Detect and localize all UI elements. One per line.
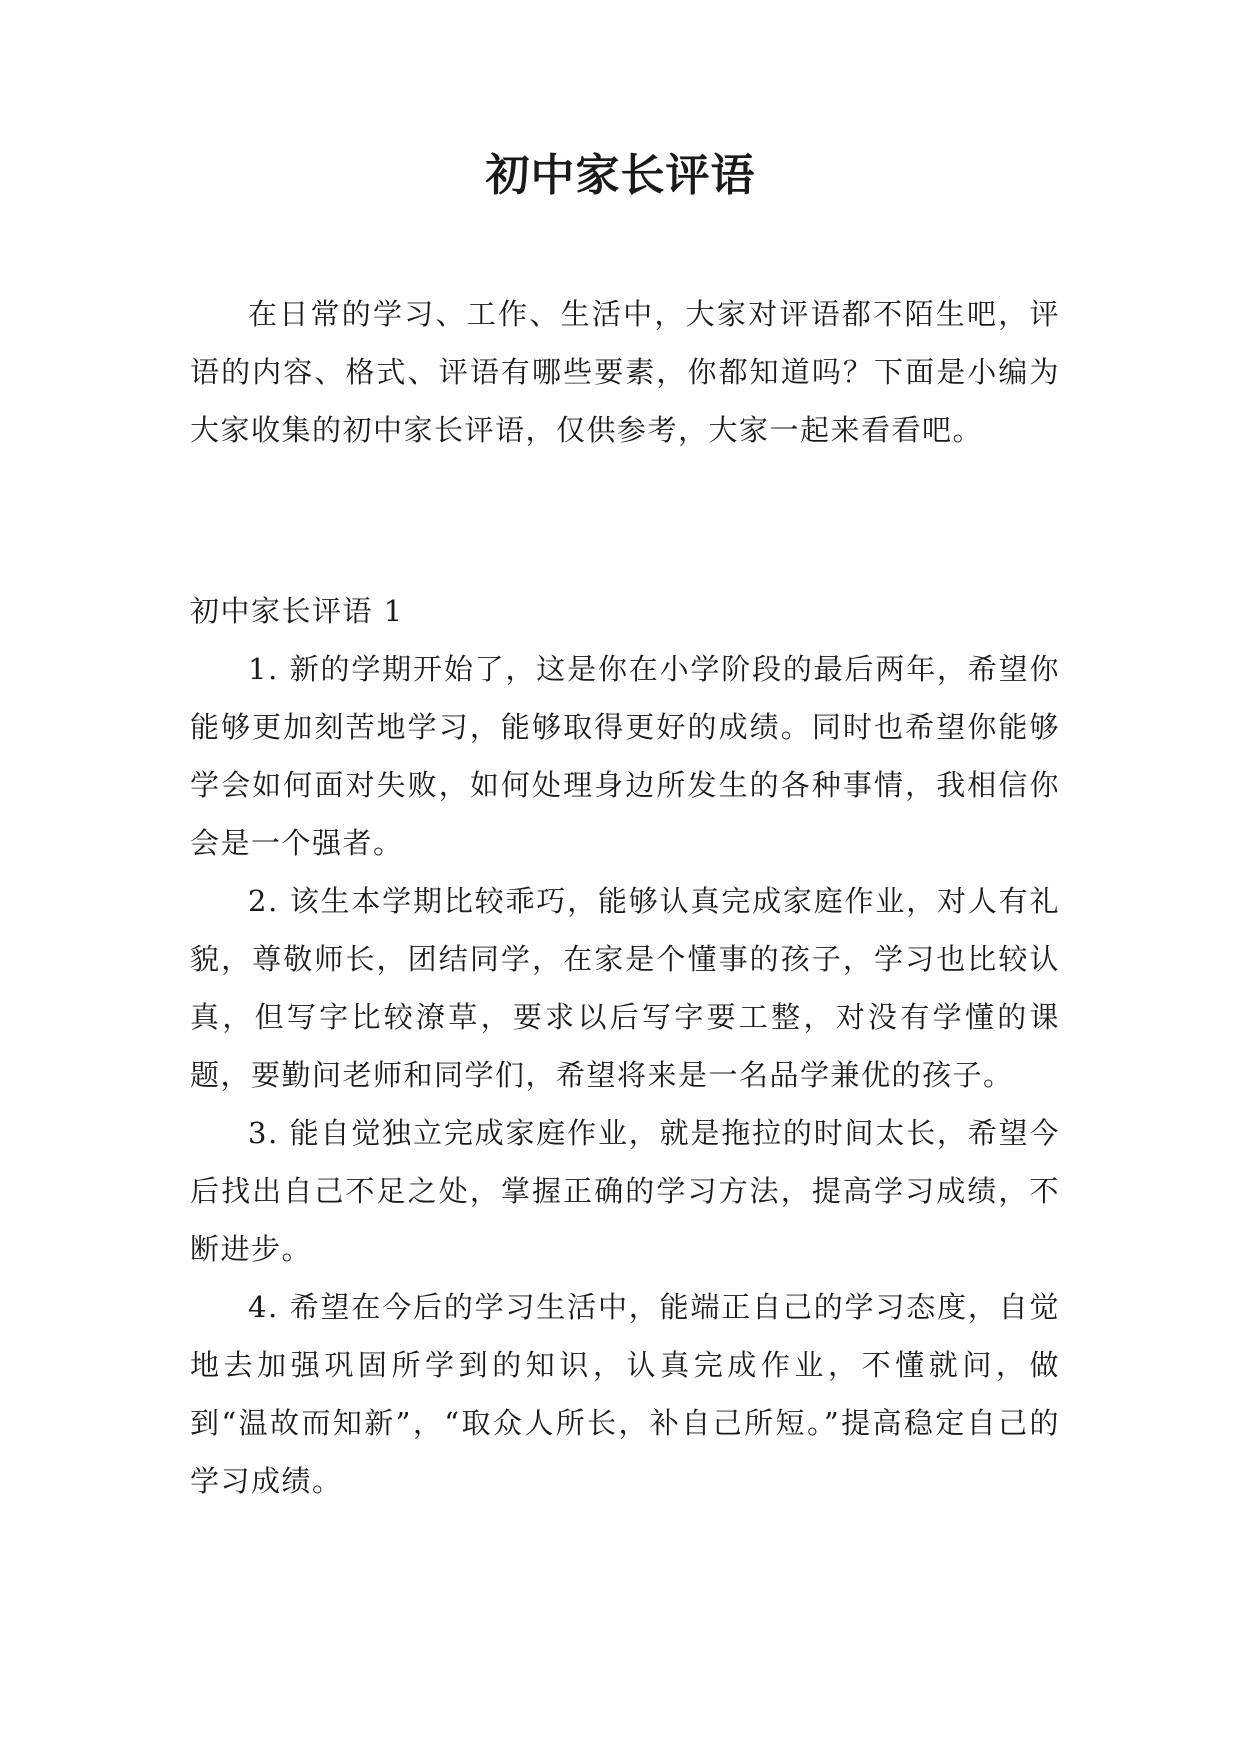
comment-item-2: 2. 该生本学期比较乖巧，能够认真完成家庭作业，对人有礼貌，尊敬师长，团结同学，在家是个懂事的孩子，学习也比较认真，但写字比较潦草，要求以后写字要工整，对没有学懂的课题，要勤问老师和同学们，希望将来是一名品学兼优的孩子。 (190, 884, 1060, 1092)
comments-section (190, 582, 1060, 1510)
intro-section (190, 285, 1060, 459)
section-heading: 初中家长评语 1 (190, 594, 404, 628)
comment-item-4: 4. 希望在今后的学习生活中，能端正自己的学习态度，自觉地去加强巩固所学到的知识，认真完成作业，不懂就问，做到“温故而知新”，“取众人所长，补自己所短。”提高稳定自己的学习成绩。 (190, 1290, 1060, 1498)
comment-item-3: 3. 能自觉独立完成家庭作业，就是拖拉的时间太长，希望今后找出自己不足之处，掌握正确的学习方法，提高学习成绩，不断进步。 (190, 1116, 1060, 1266)
intro-paragraph: 在日常的学习、工作、生活中，大家对评语都不陌生吧，评语的内容、格式、评语有哪些要素，你都知道吗？下面是小编为大家收集的初中家长评语，仅供参考，大家一起来看看吧。 (190, 297, 1060, 447)
comment-item-1: 1. 新的学期开始了，这是你在小学阶段的最后两年，希望你能够更加刻苦地学习，能够取得更好的成绩。同时也希望你能够学会如何面对失败，如何处理身边所发生的各种事情，我相信你会是一个强者。 (190, 652, 1060, 860)
document-title: 初中家长评语 (485, 150, 756, 201)
